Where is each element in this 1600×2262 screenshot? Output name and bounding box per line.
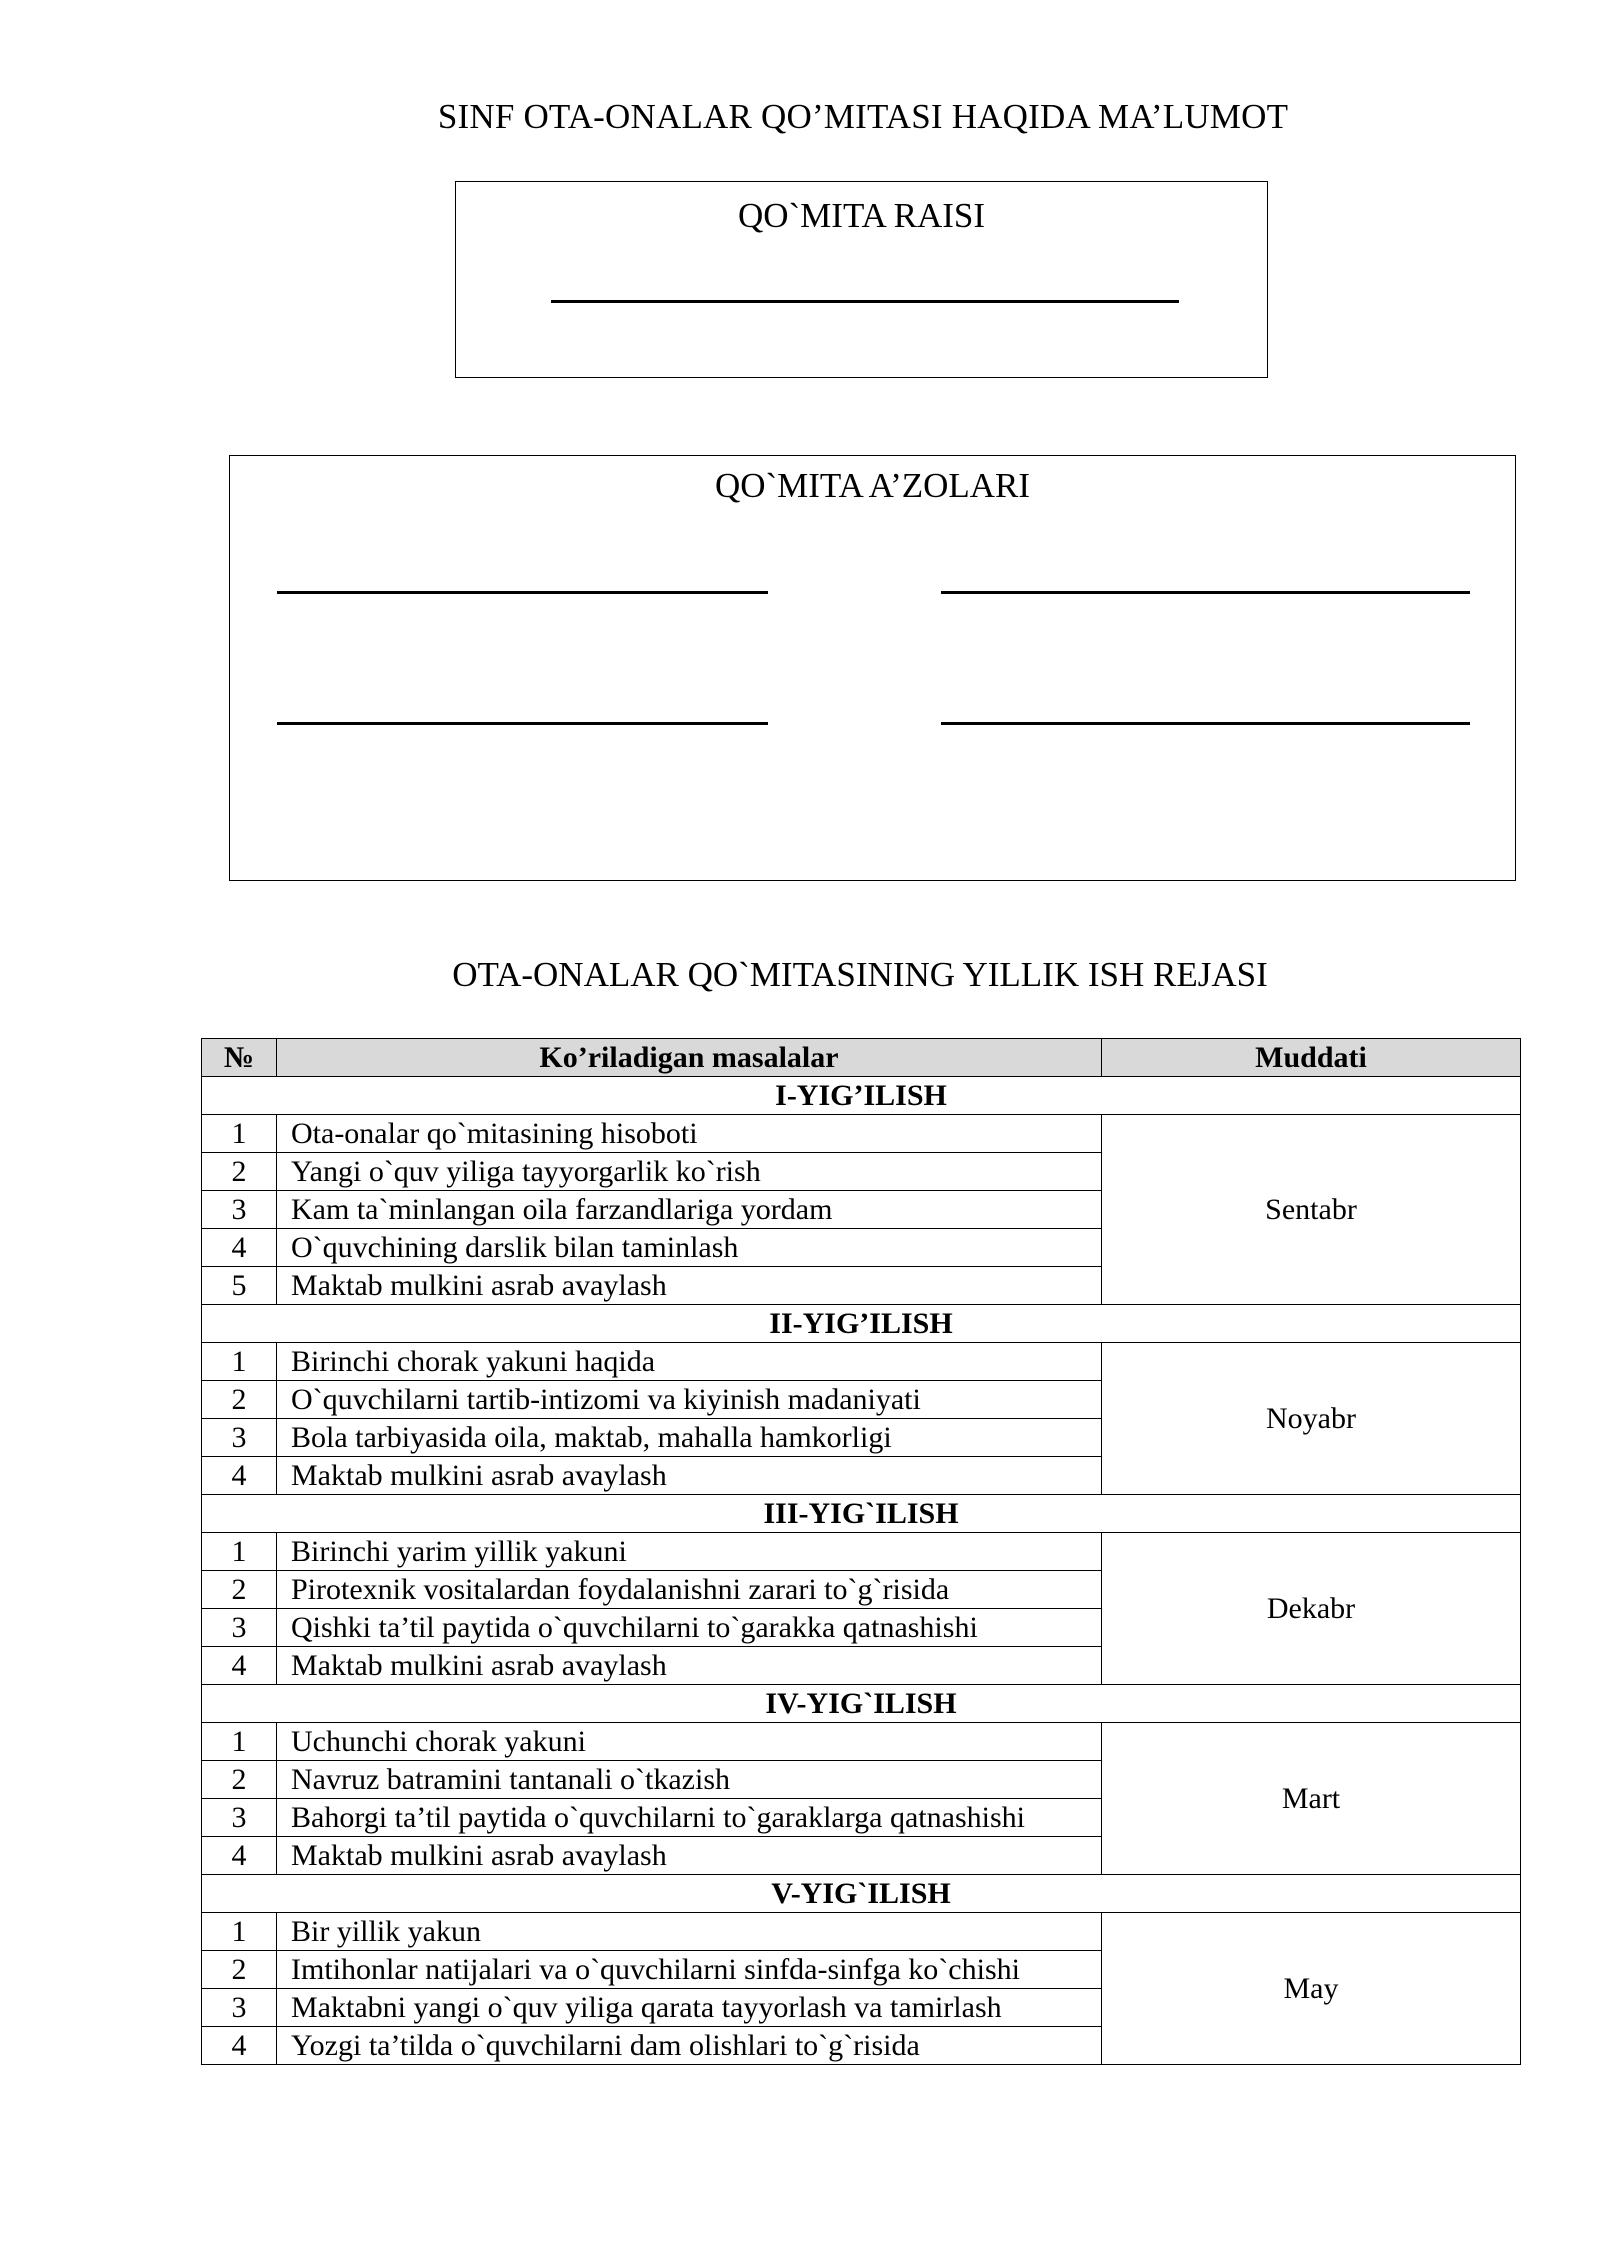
table-header-row xyxy=(202,1039,1521,1077)
item-number: 2 xyxy=(202,1153,277,1191)
section-heading: III-YIG`ILISH xyxy=(202,1495,1521,1533)
item-number: 1 xyxy=(202,1913,277,1951)
item-number: 2 xyxy=(202,1951,277,1989)
item-number: 5 xyxy=(202,1267,277,1305)
item-number: 3 xyxy=(202,1191,277,1229)
table-row xyxy=(202,1913,1521,1951)
item-topic: O`quvchilarni tartib-intizomi va kiyinish madaniyati xyxy=(277,1381,1102,1419)
item-topic: Maktab mulkini asrab avaylash xyxy=(277,1647,1102,1685)
table-row xyxy=(202,1115,1521,1153)
section-heading: V-YIG`ILISH xyxy=(202,1875,1521,1913)
item-topic: Uchunchi chorak yakuni xyxy=(277,1723,1102,1761)
section-heading: II-YIG’ILISH xyxy=(202,1305,1521,1343)
annual-plan-title: OTA-ONALAR QO`MITASINING YILLIK ISH REJASI xyxy=(452,955,1268,994)
item-number: 2 xyxy=(202,1571,277,1609)
item-topic: Yozgi ta’tilda o`quvchilarni dam olishlari to`g`risida xyxy=(277,2027,1102,2065)
item-number: 3 xyxy=(202,1799,277,1837)
item-number: 4 xyxy=(202,1837,277,1875)
item-topic: Maktab mulkini asrab avaylash xyxy=(277,1837,1102,1875)
committee-members-box xyxy=(229,455,1516,881)
section-term: Noyabr xyxy=(1102,1343,1521,1495)
section-term: Dekabr xyxy=(1102,1533,1521,1685)
item-topic: O`quvchining darslik bilan taminlash xyxy=(277,1229,1102,1267)
section-row xyxy=(202,1685,1521,1723)
member-signature-line xyxy=(277,722,768,725)
item-topic: Bir yillik yakun xyxy=(277,1913,1102,1951)
item-number: 1 xyxy=(202,1723,277,1761)
member-signature-line xyxy=(941,591,1470,594)
section-term: May xyxy=(1102,1913,1521,2065)
item-number: 4 xyxy=(202,1457,277,1495)
item-number: 4 xyxy=(202,1647,277,1685)
table-row xyxy=(202,1343,1521,1381)
item-topic: Qishki ta’til paytida o`quvchilarni to`garakka qatnashishi xyxy=(277,1609,1102,1647)
item-number: 3 xyxy=(202,1609,277,1647)
column-header-topic: Ko’riladigan masalalar xyxy=(277,1039,1102,1077)
item-number: 1 xyxy=(202,1533,277,1571)
item-topic: Birinchi chorak yakuni haqida xyxy=(277,1343,1102,1381)
section-row xyxy=(202,1875,1521,1913)
item-topic: Navruz batramini tantanali o`tkazish xyxy=(277,1761,1102,1799)
column-header-term: Muddati xyxy=(1102,1039,1521,1077)
item-topic: Birinchi yarim yillik yakuni xyxy=(277,1533,1102,1571)
item-topic: Maktab mulkini asrab avaylash xyxy=(277,1457,1102,1495)
item-topic: Ota-onalar qo`mitasining hisoboti xyxy=(277,1115,1102,1153)
item-number: 2 xyxy=(202,1761,277,1799)
section-term: Sentabr xyxy=(1102,1115,1521,1305)
chair-signature-line xyxy=(551,300,1179,303)
section-heading: IV-YIG`ILISH xyxy=(202,1685,1521,1723)
item-number: 4 xyxy=(202,2027,277,2065)
table-row xyxy=(202,1723,1521,1761)
table-row xyxy=(202,1533,1521,1571)
member-signature-line xyxy=(941,722,1470,725)
item-topic: Yangi o`quv yiliga tayyorgarlik ko`rish xyxy=(277,1153,1102,1191)
item-topic: Bahorgi ta’til paytida o`quvchilarni to`garaklarga qatnashishi xyxy=(277,1799,1102,1837)
item-topic: Maktabni yangi o`quv yiliga qarata tayyorlash va tamirlash xyxy=(277,1989,1102,2027)
member-signature-line xyxy=(277,591,768,594)
committee-chair-box xyxy=(455,181,1268,378)
item-number: 1 xyxy=(202,1343,277,1381)
item-topic: Maktab mulkini asrab avaylash xyxy=(277,1267,1102,1305)
document-title: SINF OTA-ONALAR QO’MITASI HAQIDA MA’LUMOT xyxy=(437,97,1289,136)
section-row xyxy=(202,1077,1521,1115)
section-row xyxy=(202,1305,1521,1343)
annual-plan-table xyxy=(201,1038,1521,2065)
item-topic: Imtihonlar natijalari va o`quvchilarni sinfda-sinfga ko`chishi xyxy=(277,1951,1102,1989)
column-header-number: № xyxy=(202,1039,277,1077)
committee-members-heading: QO`MITA A’ZOLARI xyxy=(714,466,1031,505)
item-number: 3 xyxy=(202,1989,277,2027)
item-number: 2 xyxy=(202,1381,277,1419)
section-term: Mart xyxy=(1102,1723,1521,1875)
table-body xyxy=(202,1077,1521,2065)
item-topic: Pirotexnik vositalardan foydalanishni zarari to`g`risida xyxy=(277,1571,1102,1609)
section-row xyxy=(202,1495,1521,1533)
item-number: 4 xyxy=(202,1229,277,1267)
section-heading: I-YIG’ILISH xyxy=(202,1077,1521,1115)
item-topic: Kam ta`minlangan oila farzandlariga yordam xyxy=(277,1191,1102,1229)
item-number: 3 xyxy=(202,1419,277,1457)
item-number: 1 xyxy=(202,1115,277,1153)
item-topic: Bola tarbiyasida oila, maktab, mahalla hamkorligi xyxy=(277,1419,1102,1457)
committee-chair-heading: QO`MITA RAISI xyxy=(737,196,986,235)
